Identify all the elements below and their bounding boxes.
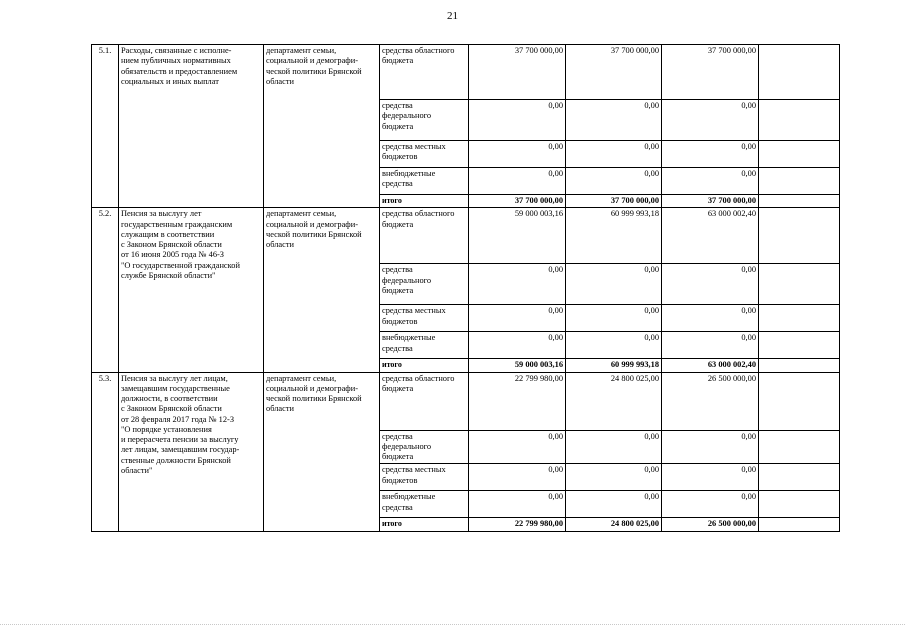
amount-year-2: 37 700 000,00: [566, 45, 662, 100]
amount-year-3: 0,00: [662, 491, 759, 518]
amount-year-3: 37 700 000,00: [662, 195, 759, 208]
table-body: [92, 45, 840, 532]
amount-year-2: 60 999 993,18: [566, 359, 662, 372]
amount-year-3: 0,00: [662, 100, 759, 141]
amount-year-3: 26 500 000,00: [662, 372, 759, 430]
amount-year-2: 0,00: [566, 100, 662, 141]
amount-year-3: 0,00: [662, 141, 759, 168]
empty-cell: [759, 430, 840, 464]
item-number: 5.1.: [92, 45, 119, 208]
funding-source: средства федерального бюджета: [380, 100, 469, 141]
empty-cell: [759, 464, 840, 491]
funding-source: средства областного бюджета: [380, 45, 469, 100]
amount-year-1: 37 700 000,00: [469, 45, 566, 100]
amount-year-3: 63 000 002,40: [662, 359, 759, 372]
funding-source: итого: [380, 195, 469, 208]
empty-cell: [759, 359, 840, 372]
amount-year-3: 0,00: [662, 305, 759, 332]
amount-year-3: 0,00: [662, 430, 759, 464]
funding-source: средства областного бюджета: [380, 372, 469, 430]
amount-year-1: 0,00: [469, 464, 566, 491]
funding-source: средства федерального бюджета: [380, 430, 469, 464]
item-number: 5.2.: [92, 208, 119, 372]
empty-cell: [759, 168, 840, 195]
table-row: [92, 45, 840, 100]
amount-year-2: 24 800 025,00: [566, 518, 662, 531]
amount-year-1: 22 799 980,00: [469, 372, 566, 430]
amount-year-2: 60 999 993,18: [566, 208, 662, 264]
table-row: [92, 372, 840, 430]
amount-year-3: 0,00: [662, 332, 759, 359]
amount-year-3: 0,00: [662, 168, 759, 195]
funding-source: средства областного бюджета: [380, 208, 469, 264]
amount-year-1: 37 700 000,00: [469, 195, 566, 208]
amount-year-1: 0,00: [469, 430, 566, 464]
responsible-department: департамент семьи, социальной и демографи- ческой политики Брянской области: [264, 208, 380, 372]
scan-artifact-line: [0, 624, 905, 626]
amount-year-2: 0,00: [566, 168, 662, 195]
empty-cell: [759, 518, 840, 531]
funding-source: внебюджетные средства: [380, 168, 469, 195]
empty-cell: [759, 332, 840, 359]
amount-year-1: 0,00: [469, 168, 566, 195]
amount-year-1: 0,00: [469, 332, 566, 359]
amount-year-1: 0,00: [469, 100, 566, 141]
responsible-department: департамент семьи, социальной и демографи- ческой политики Брянской области: [264, 372, 380, 531]
empty-cell: [759, 305, 840, 332]
budget-table: [91, 44, 840, 532]
amount-year-3: 37 700 000,00: [662, 45, 759, 100]
amount-year-3: 26 500 000,00: [662, 518, 759, 531]
funding-source: средства местных бюджетов: [380, 464, 469, 491]
amount-year-1: 0,00: [469, 141, 566, 168]
item-number: 5.3.: [92, 372, 119, 531]
funding-source: внебюджетные средства: [380, 491, 469, 518]
empty-cell: [759, 208, 840, 264]
amount-year-2: 0,00: [566, 464, 662, 491]
funding-source: средства федерального бюджета: [380, 264, 469, 305]
item-description: Пенсия за выслугу лет государственным гражданским служащим в соответствии с Законом Брянской области от 16 июня 2005 года № 46-З "О государственной гражданской службе Брянской области": [119, 208, 264, 372]
empty-cell: [759, 264, 840, 305]
amount-year-2: 37 700 000,00: [566, 195, 662, 208]
amount-year-3: 0,00: [662, 464, 759, 491]
item-description: Пенсия за выслугу лет лицам, замещавшим государственные должности, в соответствии с Законом Брянской области от 28 февраля 2017 года № 12-З "О порядке установления и перерасчета пенсии за выслугу лет лицам, замещавшим государ- ственные должности Брянской области": [119, 372, 264, 531]
empty-cell: [759, 45, 840, 100]
empty-cell: [759, 491, 840, 518]
amount-year-1: 59 000 003,16: [469, 208, 566, 264]
empty-cell: [759, 100, 840, 141]
amount-year-2: 0,00: [566, 141, 662, 168]
amount-year-2: 24 800 025,00: [566, 372, 662, 430]
amount-year-2: 0,00: [566, 332, 662, 359]
amount-year-2: 0,00: [566, 264, 662, 305]
empty-cell: [759, 372, 840, 430]
table-row: [92, 208, 840, 264]
amount-year-2: 0,00: [566, 491, 662, 518]
page-number: 21: [447, 10, 458, 22]
amount-year-1: 22 799 980,00: [469, 518, 566, 531]
funding-source: внебюджетные средства: [380, 332, 469, 359]
funding-source: средства местных бюджетов: [380, 141, 469, 168]
amount-year-3: 0,00: [662, 264, 759, 305]
empty-cell: [759, 195, 840, 208]
amount-year-3: 63 000 002,40: [662, 208, 759, 264]
amount-year-1: 0,00: [469, 305, 566, 332]
amount-year-2: 0,00: [566, 430, 662, 464]
amount-year-1: 59 000 003,16: [469, 359, 566, 372]
amount-year-1: 0,00: [469, 491, 566, 518]
funding-source: итого: [380, 359, 469, 372]
amount-year-1: 0,00: [469, 264, 566, 305]
funding-source: итого: [380, 518, 469, 531]
responsible-department: департамент семьи, социальной и демографи- ческой политики Брянской области: [264, 45, 380, 208]
item-description: Расходы, связанные с исполне- нием публичных нормативных обязательств и предоставлением социальных и иных выплат: [119, 45, 264, 208]
amount-year-2: 0,00: [566, 305, 662, 332]
funding-source: средства местных бюджетов: [380, 305, 469, 332]
empty-cell: [759, 141, 840, 168]
